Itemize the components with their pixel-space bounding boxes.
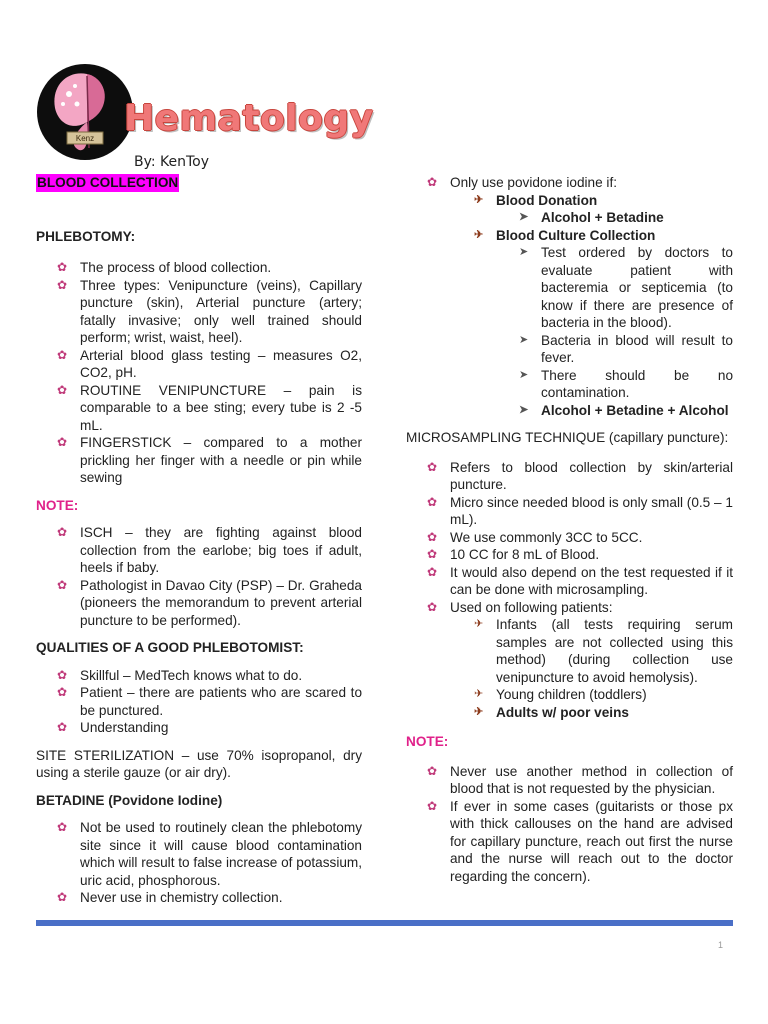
list-item-text: Never use in chemistry collection. (80, 890, 283, 905)
blood-donation-sublist (406, 209, 733, 227)
list-item-text: ISCH – they are fighting against blood collection from the earlobe; big toes if adult, heels if baby. (80, 525, 362, 575)
flower-bullet-icon: ✿ (57, 720, 68, 734)
list-item-text: FINGERSTICK – compared to a mother prickling her finger with a needle or pin while sewing (80, 435, 362, 485)
flower-bullet-icon: ✿ (57, 347, 68, 362)
arrow-bullet-icon: ➤ (519, 403, 529, 416)
left-column (36, 174, 362, 907)
butterfly-bullet-icon: ✈ (474, 618, 484, 630)
list-item (36, 719, 362, 737)
qualities-heading: QUALITIES OF A GOOD PHLEBOTOMIST: (36, 640, 304, 655)
betadine-heading: BETADINE (Povidone Iodine) (36, 792, 223, 808)
arrow-bullet-icon: ➤ (519, 246, 529, 258)
list-item-text: 10 CC for 8 mL of Blood. (450, 547, 600, 562)
list-item-text: Not be used to routinely clean the phlebotomy site since it will cause blood contamination which will result to false increase of potassium, uric acid, phosphorous. (80, 820, 362, 888)
flower-bullet-icon: ✿ (427, 494, 438, 509)
list-item (36, 524, 362, 577)
povidone-list (406, 174, 733, 192)
list-item-text: Skillful – MedTech knows what to do. (80, 667, 303, 683)
list-item-text: We use commonly 3CC to 5CC. (450, 529, 643, 545)
arrow-bullet-icon: ➤ (519, 368, 529, 381)
butterfly-bullet-icon: ✈ (474, 688, 484, 700)
list-item-text: Refers to blood collection by skin/arterial puncture. (450, 459, 733, 492)
phlebotomy-heading: PHLEBOTOMY: (36, 228, 136, 244)
list-item (36, 277, 362, 347)
list-item (406, 616, 733, 686)
note-list (406, 763, 733, 886)
list-item (406, 529, 733, 547)
arrow-bullet-icon: ➤ (519, 333, 529, 346)
list-item (406, 332, 733, 367)
note-label: NOTE: (36, 497, 79, 513)
note-list (36, 524, 362, 629)
list-item-text: ROUTINE VENIPUNCTURE – pain is comparable to a bee sting; every tube is 2 -5 mL. (80, 382, 362, 433)
flower-bullet-icon: ✿ (57, 260, 68, 274)
list-item (36, 684, 362, 719)
butterfly-bullet-icon: ✈ (474, 228, 484, 241)
flower-bullet-icon: ✿ (427, 547, 438, 561)
butterfly-bullet-icon: ✈ (474, 193, 484, 206)
flower-bullet-icon: ✿ (427, 459, 438, 474)
butterfly-bullet-icon: ✈ (474, 705, 484, 718)
list-item (406, 227, 733, 245)
list-item-text: Three types: Venipuncture (veins), Capillary puncture (skin), Arterial puncture (artery; fatally invasive; only well trained should perform; wrist, waist, heel). (80, 277, 362, 345)
list-item (406, 494, 733, 529)
list-item (36, 577, 362, 630)
site-sterilization-text: SITE STERILIZATION – use 70% isopropanol, dry using a sterile gauze (or air dry). (36, 747, 362, 780)
list-item (36, 667, 362, 685)
microsampling-heading: MICROSAMPLING TECHNIQUE (capillary puncture): (406, 430, 729, 445)
author-byline: By: KenToy (134, 154, 210, 170)
list-item (36, 382, 362, 435)
list-item-text: There should be no contamination. (541, 367, 733, 400)
footer-divider (36, 920, 733, 926)
list-item-text: Blood Donation (496, 192, 598, 208)
list-item (406, 174, 733, 192)
list-item-text: Blood Culture Collection (496, 227, 656, 243)
page-title: Hematology (124, 98, 374, 139)
flower-bullet-icon: ✿ (427, 564, 438, 579)
flower-bullet-icon: ✿ (57, 277, 68, 292)
qualities-list (36, 667, 362, 737)
list-item (36, 259, 362, 277)
list-item (406, 244, 733, 332)
blood-culture-sublist (406, 244, 733, 419)
flower-bullet-icon: ✿ (427, 529, 438, 544)
arrow-bullet-icon: ➤ (519, 211, 529, 223)
list-item (36, 434, 362, 487)
blood-culture-list (406, 227, 733, 245)
list-item (36, 889, 362, 907)
list-item-text: Arterial blood glass testing – measures O2, CO2, pH. (80, 347, 362, 380)
list-item (406, 704, 733, 722)
list-item (406, 763, 733, 798)
flower-bullet-icon: ✿ (57, 577, 68, 592)
list-item-text: Only use povidone iodine if: (450, 175, 618, 190)
list-item (406, 209, 733, 227)
flower-bullet-icon: ✿ (57, 435, 68, 449)
butterfly-logo-icon (37, 64, 133, 160)
flower-bullet-icon: ✿ (57, 890, 68, 904)
note-label: NOTE: (406, 734, 449, 749)
flower-bullet-icon: ✿ (427, 599, 438, 614)
logo-text: Kenz (75, 134, 95, 143)
list-item-text: Test ordered by doctors to evaluate patient with bacteremia or septicemia (to know if there are presence of bacteria in the blood). (541, 245, 733, 330)
phlebotomy-list (36, 259, 362, 487)
list-item-text: Bacteria in blood will result to fever. (541, 332, 733, 365)
list-item-text: It would also depend on the test requested if it can be done with microsampling. (450, 564, 733, 597)
list-item-text: Patient – there are patients who are scared to be punctured. (80, 685, 362, 718)
list-item (406, 367, 733, 402)
list-item (406, 402, 733, 420)
list-item-text: The process of blood collection. (80, 260, 272, 275)
list-item-text: If ever in some cases (guitarists or those px with thick callouses on the hand are advised for capillary puncture, reach out first the nurse and the nurse will reach out to the doctor regarding the concern). (450, 798, 733, 884)
betadine-list (36, 819, 362, 907)
list-item-text: Young children (toddlers) (496, 687, 647, 702)
list-item (406, 798, 733, 886)
list-item-text: Alcohol + Betadine + Alcohol (541, 402, 729, 418)
flower-bullet-icon: ✿ (427, 763, 438, 778)
list-item-text: Micro since needed blood is only small (0.5 – 1 mL). (450, 494, 733, 527)
flower-bullet-icon: ✿ (57, 667, 68, 682)
list-item (36, 347, 362, 382)
flower-bullet-icon: ✿ (57, 685, 68, 699)
patients-sublist (406, 616, 733, 721)
list-item (406, 686, 733, 704)
flower-bullet-icon: ✿ (57, 382, 68, 397)
page-number: 1 (718, 940, 724, 950)
povidone-sublist (406, 192, 733, 210)
list-item (406, 564, 733, 599)
flower-bullet-icon: ✿ (57, 820, 68, 834)
flower-bullet-icon: ✿ (427, 175, 438, 189)
flower-bullet-icon: ✿ (57, 525, 68, 539)
list-item-text: Used on following patients: (450, 599, 613, 615)
flower-bullet-icon: ✿ (427, 798, 438, 813)
list-item (406, 546, 733, 564)
list-item-text: Infants (all tests requiring serum samples are not collected using this method) (during collection use venipuncture to avoid hemolysis). (496, 617, 733, 685)
list-item-text: Adults w/ poor veins (496, 704, 629, 720)
list-item (406, 192, 733, 210)
microsampling-list (406, 459, 733, 617)
list-item (406, 599, 733, 617)
section-label-highlight: BLOOD COLLECTION (37, 175, 179, 190)
list-item-text: Understanding (80, 720, 169, 735)
list-item-text: Pathologist in Davao City (PSP) – Dr. Graheda (pioneers the memorandum to prevent arterial puncture to be performed). (80, 577, 362, 628)
right-column (406, 174, 733, 885)
list-item-text: Alcohol + Betadine (541, 210, 664, 225)
list-item (406, 459, 733, 494)
list-item (36, 819, 362, 889)
list-item-text: Never use another method in collection of blood that is not requested by the physician. (450, 763, 733, 796)
